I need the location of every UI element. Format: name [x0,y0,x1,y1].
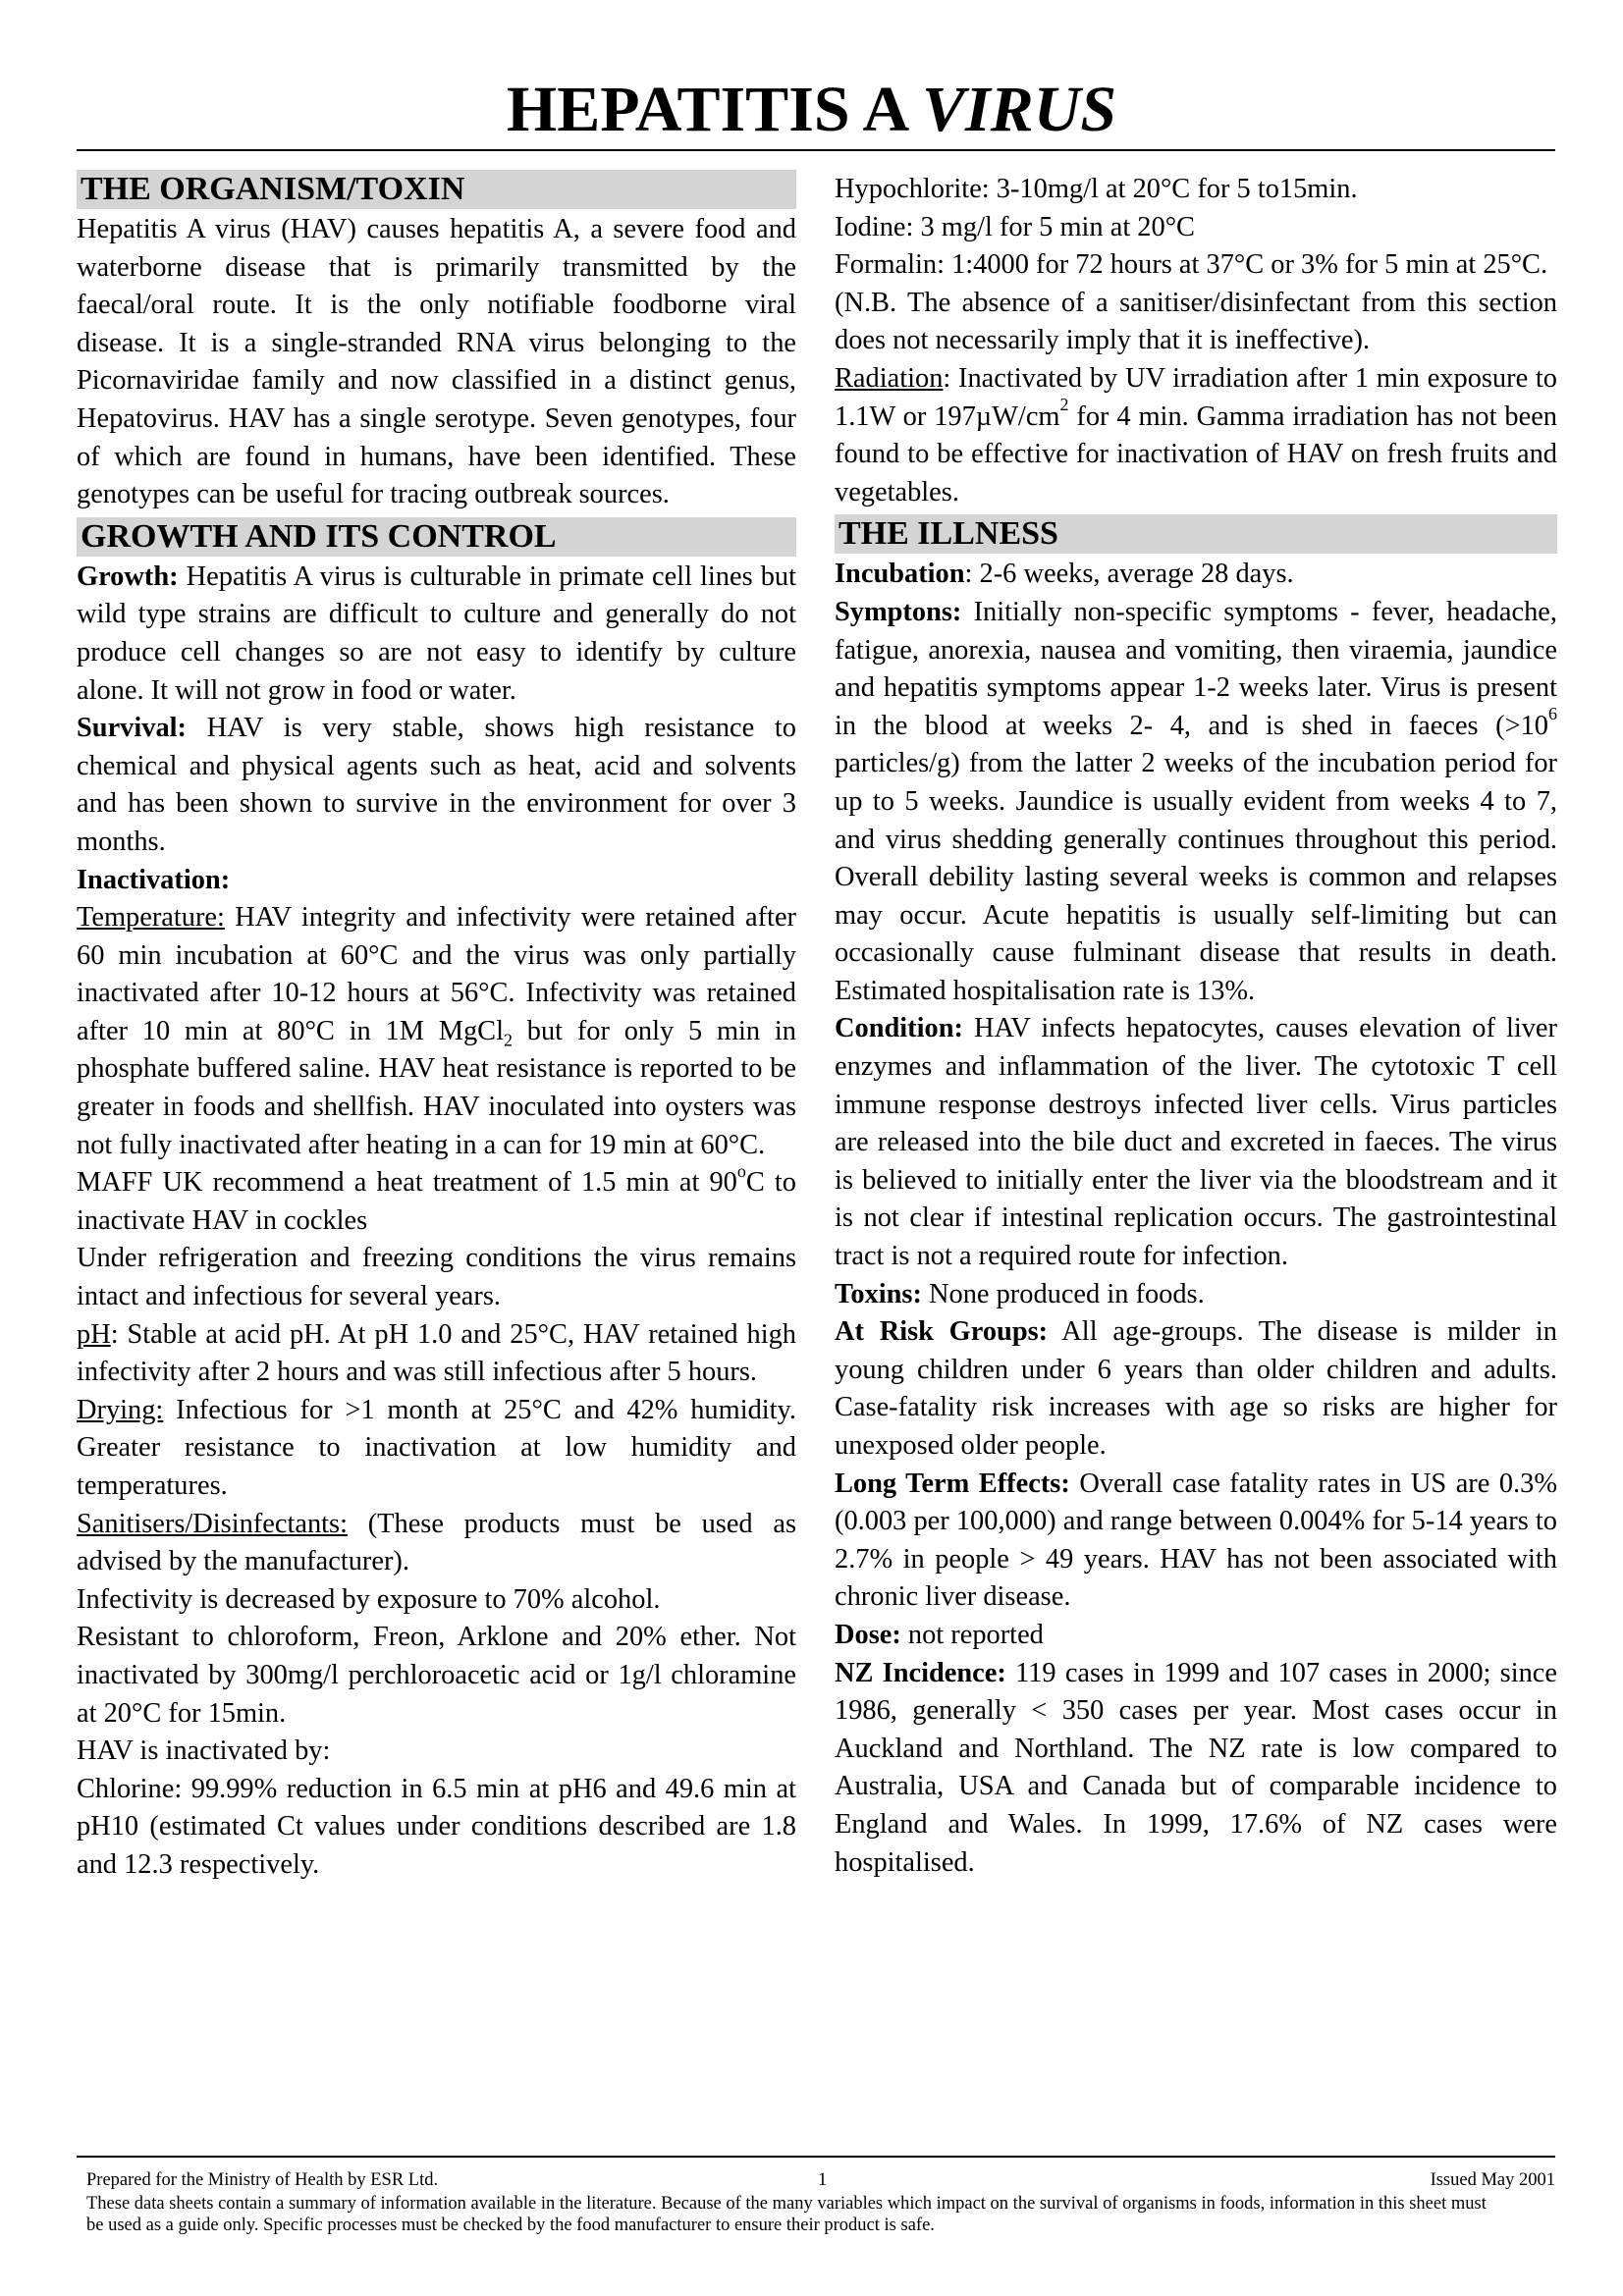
nz-incidence-text: 119 cases in 1999 and 107 cases in 2000; since 1986, generally < 350 cases per year. Most cases occur in Auckland and Northland. The NZ rate is low compared to Australia, USA and Canada but of comparable incidence to England and Wales. In 1999, 17.6% of NZ cases were hospitalised. [835,1657,1558,1878]
drying-text: Infectious for >1 month at 25°C and 42% humidity. Greater resistance to inactivation at low humidity and temperatures. [77,1394,796,1501]
title-italic: VIRUS [921,74,1117,145]
survival-paragraph [77,710,796,861]
radiation-text-a: : Inactivated by UV irradiation after 1 min exposure to 1.1W or 197µW/cm [835,362,1557,432]
condition-paragraph [835,1010,1557,1275]
incubation-text: : 2-6 weeks, average 28 days. [964,559,1294,590]
dose-text: not reported [900,1619,1044,1650]
radiation-paragraph [835,360,1557,511]
footer [86,2169,1555,2236]
drying-label: Drying: [77,1394,164,1425]
risk-groups-paragraph [835,1313,1557,1465]
section-heading-illness: THE ILLNESS [835,514,1557,554]
radiation-label: Radiation [835,362,944,394]
iodine-line: Iodine: 3 mg/l for 5 min at 20°C [835,211,1195,242]
organism-paragraph: Hepatitis A virus (HAV) causes hepatitis A, a severe food and waterborne disease that is primarily transmitted by the faecal/oral route. It is the only notifiable foodborne viral disease. It is a single-stranded RNA virus belonging to the Picornaviridae family and now classified in a distinct genus, Hepatovirus. HAV has a single serotype. Seven genotypes, four of which are found in humans, have been identified. These genotypes can be useful for tracing outbreak sources. [77,214,796,510]
footer-prepared: Prepared for the Ministry of Health by ESR Ltd. [86,2170,439,2190]
toxins-label: Toxins: [835,1278,922,1309]
temperature-text-b: but for only 5 min in phosphate buffered saline. HAV heat resistance is reported to be greater in foods and shellfish. HAV inoculated into oysters was not fully inactivated after heating in a can for 19 min at 60°C. [77,1015,796,1160]
radiation-text-b: for 4 min. Gamma irradiation has not been found to be effective for inactivation of HAV on fresh fruits and vegetables. [835,400,1557,507]
dose-paragraph [835,1617,1557,1655]
maff-superscript: o [736,1160,746,1181]
footer-issued: Issued May 2001 [1430,2170,1555,2190]
risk-groups-text: All age-groups. The disease is milder in young children under 6 years than older children and adults. Case-fatality risk increases with age so risks are higher for unexposed older people. [835,1316,1557,1461]
inactivated-by-line: HAV is inactivated by: [77,1735,331,1767]
symptoms-text-b: particles/g) from the latter 2 weeks of the incubation period for up to 5 weeks. Jaundice is usually evident from weeks 4 to 7, and virus shedding generally continues throughout this period. Overall debility lasting several weeks is common and relapses may occur. Acute hepatitis is usually self-limiting but can occasionally cause fulminant disease that results in death. Estimated hospitalisation rate is 13%. [835,748,1557,1006]
nb-paragraph: (N.B. The absence of a sanitiser/disinfectant from this section does not necessarily imply that it is ineffective). [835,287,1557,356]
symptoms-paragraph [835,594,1557,1011]
ph-paragraph [77,1316,796,1392]
formalin-paragraph: Formalin: 1:4000 for 72 hours at 37°C or 3% for 5 min at 25°C. [835,249,1548,281]
long-term-text: Overall case fatality rates in US are 0.3% (0.003 per 100,000) and range between 0.004% for 5-14 years to 2.7% in people > 49 years. HAV has not been associated with chronic liver disease. [835,1468,1558,1613]
chlorine-paragraph: Chlorine: 99.99% reduction in 6.5 min at pH6 and 49.6 min at pH10 (estimated Ct values under conditions described are 1.8 and 12.3 respectively. [77,1773,796,1880]
symptoms-superscript: 6 [1548,704,1557,724]
ph-text: : Stable at acid pH. At pH 1.0 and 25°C, HAV retained high infectivity after 2 hours and was still infectious after 5 hours. [77,1318,796,1388]
radiation-superscript: 2 [1059,395,1069,415]
nz-incidence-label: NZ Incidence: [835,1657,1006,1688]
toxins-text: None produced in foods. [921,1278,1205,1309]
incubation-label: Incubation [835,559,965,590]
growth-label: Growth: [77,561,179,592]
survival-label: Survival: [77,713,187,744]
survival-text: HAV is very stable, shows high resistance to chemical and physical agents such as heat, acid and solvents and has been shown to survive in the environment for over 3 months. [77,713,796,857]
inactivation-label: Inactivation: [77,864,231,895]
growth-paragraph [77,559,796,710]
sanitisers-label: Sanitisers/Disinfectants: [77,1508,348,1539]
dose-label: Dose: [835,1619,901,1650]
temperature-text-a: HAV integrity and infectivity were retained after 60 min incubation at 60°C and the virus was only partially inactivated after 10-12 hours at 56°C. Infectivity was retained after 10 min at 80°C in 1M MgCl [77,902,796,1046]
toxins-paragraph [835,1276,1557,1314]
footer-disclaimer: These data sheets contain a summary of information available in the literature. Because of the many variables which impact on the survival of organisms in foods, information in this sheet must be used as a guide only. Specific processes must be checked by the food manufacturer to ensure their product is safe. [86,2194,1487,2235]
footer-top-line [86,2169,1555,2191]
title-main: HEPATITIS A [506,74,922,145]
ph-label: pH [77,1318,111,1350]
resistant-paragraph: Resistant to chloroform, Freon, Arklone and 20% ether. Not inactivated by 300mg/l perchloroacetic acid or 1g/l chloramine at 20°C for 15min. [77,1622,796,1729]
title-divider [77,149,1555,151]
refrigeration-paragraph: Under refrigeration and freezing conditions the virus remains intact and infectious for several years. [77,1243,796,1312]
maff-text-a: MAFF UK recommend a heat treatment of 1.5 min at 90 [77,1167,737,1199]
temperature-paragraph [77,899,796,1164]
symptoms-label: Symptons: [835,596,962,627]
sanitisers-paragraph [77,1506,796,1581]
maff-paragraph [77,1160,796,1240]
temperature-subscript: 2 [504,1030,513,1050]
footer-divider [77,2156,1555,2158]
incubation-paragraph [835,556,1557,594]
risk-groups-label: At Risk Groups: [835,1316,1049,1348]
maff-text-b: C to inactivate HAV in cockles [77,1167,796,1236]
growth-text: Hepatitis A virus is culturable in primate cell lines but wild type strains are difficult to culture and generally do not produce cell changes so are not easy to identify by culture alone. It will not grow in food or water. [77,561,796,706]
condition-text: HAV infects hepatocytes, causes elevation of liver enzymes and inflammation of the liver. The cytotoxic T cell immune response destroys infected liver cells. Virus particles are released into the bile duct and excreted in faeces. The virus is believed to initially enter the liver via the bloodstream and it is not clear if intestinal replication occurs. The gastrointestinal tract is not a required route for infection. [835,1013,1557,1272]
section-heading-growth: GROWTH AND ITS CONTROL [77,517,796,557]
long-term-paragraph [835,1466,1557,1617]
drying-paragraph [77,1392,796,1506]
hypochlorite-line: Hypochlorite: 3-10mg/l at 20°C for 5 to15min. [835,174,1358,204]
symptoms-text-a: Initially non-specific symptoms - fever, headache, fatigue, anorexia, nausea and vomiting, then viraemia, jaundice and hepatitis symptoms appear 1-2 weeks later. Virus is present in the blood at weeks 2- 4, and is shed in faeces (>10 [835,596,1557,741]
section-heading-organism: THE ORGANISM/TOXIN [77,170,796,209]
footer-page-number: 1 [818,2170,828,2190]
condition-label: Condition: [835,1013,963,1044]
sanitisers-text: (These products must be used as advised by the manufacturer). [77,1508,796,1577]
page-title [0,71,1623,149]
left-column [77,167,796,1885]
temperature-label: Temperature: [77,902,225,934]
long-term-label: Long Term Effects: [835,1468,1070,1499]
nz-incidence-paragraph [835,1655,1557,1883]
right-column [835,171,1557,1882]
alcohol-paragraph: Infectivity is decreased by exposure to 70% alcohol. [77,1583,661,1615]
